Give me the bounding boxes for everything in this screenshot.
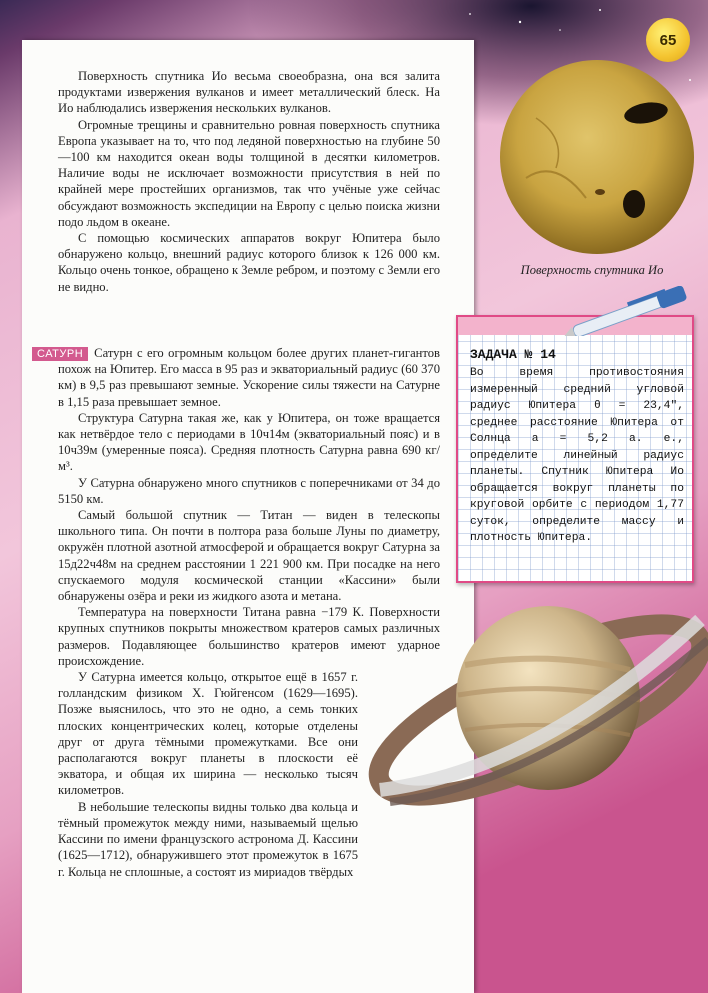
task-title: ЗАДАЧА № 14 <box>470 347 556 362</box>
pen-icon <box>560 286 700 336</box>
paragraph: Самый большой спутник — Титан — виден в телескопы школьного типа. Он почти в полтора раза больше Луны по диаметру, окружён плотной азотной атмосферой и обращается вокруг Сатурна за 15д22ч48м на среднем расстоянии 1 221 900 км. При посадке на него спускаемого модуля космической станции «Кассини» были обнаружены озёра и реки из жидкого азота и метана. <box>58 508 440 604</box>
saturn-illustration <box>290 570 708 850</box>
saturn-intro-paragraph <box>37 345 440 410</box>
paragraph: С помощью космических аппаратов вокруг Юпитера было обнаружено кольцо, внешний радиус которого близок к 126 000 км. Кольцо очень тонкое, обращено к Земле ребром, и поэтому с Земли его не видно. <box>58 231 440 294</box>
paragraph: Поверхность спутника Ио весьма своеобразна, она вся залита продуктами извержения вулканов и имеет металлический блеск. На Ио наблюдались извержения нескольких вулканов. <box>58 69 440 116</box>
paragraph: Температура на поверхности Титана равна −179 К. Поверхности крупных спутников покрыты множеством кратеров самых различных размеров. Подавляющее большинство кратеров имеют ударное происхождение. <box>58 605 440 668</box>
task-card <box>456 315 694 583</box>
section-tag-saturn: САТУРН <box>32 347 88 361</box>
paragraph: В небольшие телескопы видны только два кольца и тёмный промежуток между ними, называемый щелью Кассини по имени французского астронома Д. Кассини (1625—1712), обнаружившего этот промежуток в 1675 г. Кольца не сплошные, а состоят из мириадов твёрдых <box>58 799 358 879</box>
task-text: Во время противостояния измеренный средний угловой радиус Юпитера θ = 23,4″, среднее расстояние Юпитера от Солнца a = 5,2 а. е., определите линейный радиус планеты. Спутник Юпитера Ио обращается вокруг планеты по круговой орбите с периодом 1,77 суток, определите массу и плотность Юпитера. <box>470 367 684 544</box>
paragraph: У Сатурна имеется кольцо, открытое ещё в 1657 г. голландским физиком Х. Гюйгенсом (1629—1695). Позже выяснилось, что это не одно, а семь тонких плоских концентрических колец, которые отделены друг от друга тёмными промежутками. Все они располагаются вокруг планеты в плоскости её экватора, и общая их ширина — несколько тысяч километров. <box>58 670 358 798</box>
paragraph: Структура Сатурна такая же, как у Юпитера, он тоже вращается как нетвёрдое тело с периодами в 10ч14м (экваториальный пояс) и в 10ч39м (умеренные пояса). Средняя плотность Сатурна равна 690 кг/м³. <box>58 410 440 474</box>
io-photo-caption: Поверхность спутника Ио <box>520 263 664 277</box>
io-surface-photo <box>496 58 698 256</box>
paragraph: У Сатурна обнаружено много спутников с поперечниками от 34 до 5150 км. <box>58 475 440 506</box>
text-block-top <box>58 68 440 295</box>
saturn-intro-text: Сатурн с его огромным кольцом более других планет-гигантов похож на Юпитер. Его масса в 95 раз и экваториальный радиус (60 370 км) в 9,5 раз превышают земные. Ускорение силы тяжести на Сатурне в 1,15 раза превышает земное. <box>58 346 440 409</box>
paragraph: Огромные трещины и сравнительно ровная поверхность спутника Европа указывает на то, что под ледяной поверхностью на глубине 50—100 км находится океан воды толщиной в десятки километров. Наличие воды не исключает возможности присутствия в ней по крайней мере простейших организмов, так что учёные уже сейчас обсуждают возможность экспедиции на Европу с целью поиска жизни подо льдом в океане. <box>58 117 440 229</box>
page-number-badge: 65 <box>646 18 690 62</box>
